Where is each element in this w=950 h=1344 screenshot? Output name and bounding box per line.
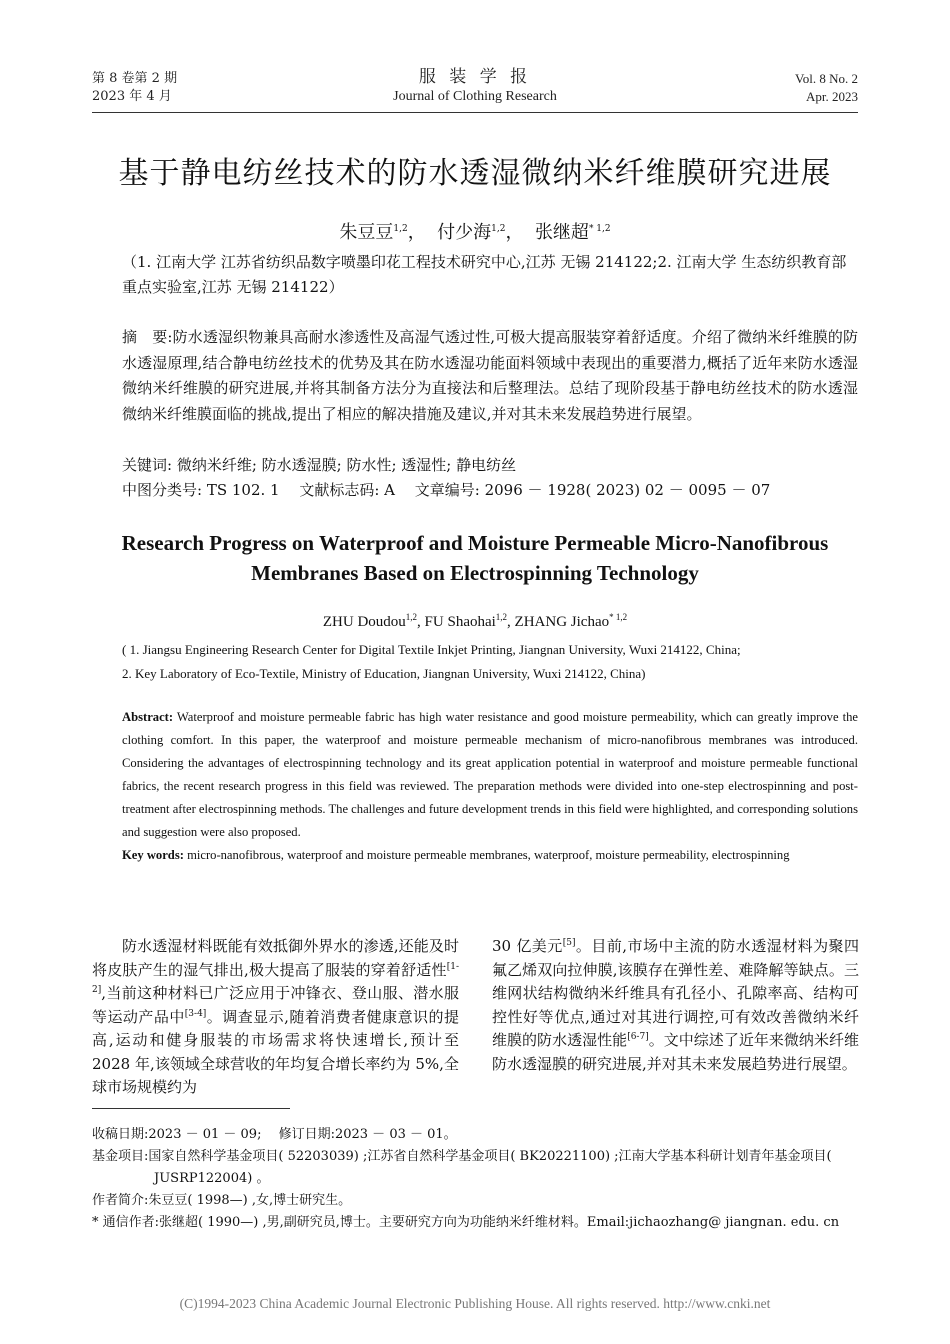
body-text: ,当前这种材料已广泛应用于冲锋衣、登山服、潜水服等运动产品中	[92, 984, 459, 1026]
title-en	[60, 528, 890, 588]
volume-en: Vol. 8 No. 2	[795, 71, 858, 86]
author-superscript: 1,2	[405, 612, 418, 622]
body-text: 防水透湿材料既能有效抵御外界水的渗透,还能及时将皮肤产生的湿气排出,极大提高了服装的穿着舒适性	[92, 937, 459, 979]
title-en-line1: Research Progress on Waterproof and Moisture Permeable Micro-Nanofibrous	[121, 531, 829, 555]
author-separator: ，	[407, 222, 426, 243]
author-name: , FU Shaohai	[417, 614, 496, 630]
keywords-text-en: micro-nanofibrous, waterproof and moisture permeable membranes, waterproof, moisture permeability, electrospinning	[183, 848, 790, 862]
footnote-fund: 基金项目:国家自然科学基金项目( 52203039) ;江苏省自然科学基金项目( BK20221100) ;江南大学基本科研计划青年基金项目( JUSRP122004) 。	[92, 1149, 832, 1186]
affiliation-en	[122, 638, 858, 686]
author-name: 朱豆豆	[339, 222, 394, 243]
keywords-en	[122, 844, 858, 867]
volume-cn: 第 8 卷第 2 期	[92, 71, 178, 86]
affiliation-en-line2: 2. Key Laboratory of Eco-Textile, Ministry of Education, Jiangnan University, Wuxi 214122, China)	[122, 666, 646, 681]
footnote-dates: 收稿日期:2023 － 01 － 09; 修订日期:2023 － 03 － 01。	[92, 1127, 457, 1142]
classification-line: 中图分类号: TS 102. 1 文献标志码: A 文章编号: 2096 － 1928( 2023) 02 － 0095 － 07	[122, 481, 771, 499]
author-superscript: * 1,2	[588, 224, 611, 234]
title-cn: 基于静电纺丝技术的防水透湿微纳米纤维膜研究进展	[118, 156, 832, 191]
abstract-text-en: Waterproof and moisture permeable fabric has high water resistance and good moisture permeability, which can greatly improve the clothing comfort. In this paper, the waterproof and moisture permeable mechanism of micro-nanofibrous membranes was introduced. Considering the advantages of electrospinning technology and its great application potential in waterproof and moisture permeable functional fabrics, the recent research progress in this field was reviewed. The preparation methods were divided into one-step electrospinning and post-treatment after electrospinning methods. The challenges and future development trends in this field were highlighted, and corresponding solutions and suggestion were also proposed.	[122, 710, 858, 839]
abstract-label-en: Abstract:	[122, 710, 174, 724]
title-en-line2: Membranes Based on Electrospinning Technology	[251, 561, 699, 585]
citation-ref[interactable]: [3-4]	[184, 1008, 207, 1019]
body-text: 。文中综述了近年来微纳米纤维防水透湿膜的研究进展,并对其未来发展趋势进行展望。	[492, 1031, 859, 1073]
abstract-cn	[122, 325, 858, 427]
authors-en	[60, 614, 890, 631]
keywords-label-en: Key words:	[122, 848, 184, 862]
authors-cn	[40, 218, 910, 244]
body-column-left	[92, 935, 459, 1100]
abstract-en	[122, 706, 858, 844]
footnote-author: 作者简介:朱豆豆( 1998—) ,女,博士研究生。	[92, 1193, 352, 1208]
author-name: 张继超	[534, 222, 589, 243]
header-right	[795, 70, 858, 106]
citation-ref[interactable]: [5]	[562, 938, 576, 948]
author-name: 付少海	[437, 222, 492, 243]
affiliation-en-line1: ( 1. Jiangsu Engineering Research Center for Digital Textile Inkjet Printing, Jiangnan University, Wuxi 214122, China;	[122, 642, 741, 657]
header-rule	[92, 112, 858, 113]
journal-name-cn: 服 装 学 报	[418, 67, 532, 87]
citation-ref[interactable]: [1-2]	[92, 961, 459, 995]
body-text: 。目前,市场中主流的防水透湿材料为聚四氟乙烯双向拉伸膜,该膜存在弹性差、难降解等缺点。三维网状结构微纳米纤维具有孔径小、孔隙率高、结构可控性好等优点,通过对其进行调控,可有效改善微纳米纤维膜的防水透湿性能	[492, 937, 859, 1049]
header-left	[92, 70, 177, 106]
header-center	[300, 66, 650, 106]
footnote-rule	[92, 1108, 290, 1109]
author-name: ZHU Doudou	[322, 614, 406, 630]
abstract-text-cn: 防水透湿织物兼具高耐水渗透性及高湿气透过性,可极大提高服装穿着舒适度。介绍了微纳米纤维膜的防水透湿原理,结合静电纺丝技术的优势及其在防水透湿功能面料领域中表现出的重要潜力,概括了近年来防水透湿微纳米纤维膜的研究进展,并将其制备方法分为直接法和后整理法。总结了现阶段基于静电纺丝技术的防水透湿微纳米纤维膜面临的挑战,提出了相应的解决措施及建议,并对其未来发展趋势进行展望。	[122, 328, 858, 423]
date-cn: 2023 年 4 月	[92, 89, 172, 104]
keywords-label-cn: 关键词:	[122, 456, 173, 474]
keywords-cn	[122, 453, 858, 478]
abstract-label-cn: 摘 要:	[122, 328, 173, 346]
affiliation-cn: （1. 江南大学 江苏省纺织品数字喷墨印花工程技术研究中心,江苏 无锡 214122;2. 江南大学 生态纺织教育部重点实验室,江苏 无锡 214122）	[122, 253, 847, 296]
copyright-footer: (C)1994-2023 China Academic Journal Electronic Publishing House. All rights reserved. http://www.cnki.net	[179, 1296, 771, 1311]
citation-ref[interactable]: [6-7]	[627, 1032, 649, 1042]
body-column-right	[492, 935, 859, 1076]
body-text: 30 亿美元	[492, 937, 563, 955]
footnote-corresponding: * 通信作者:张继超( 1990—) ,男,副研究员,博士。主要研究方向为功能纳米纤维材料。Email:jichaozhang@ jiangnan. edu. cn	[92, 1215, 840, 1230]
author-superscript: 1,2	[491, 224, 506, 234]
author-name: , ZHANG Jichao	[507, 614, 610, 630]
author-superscript: * 1,2	[609, 612, 628, 622]
author-superscript: 1,2	[495, 612, 508, 622]
date-en: Apr. 2023	[806, 89, 858, 104]
author-superscript: 1,2	[393, 224, 408, 234]
author-separator: ，	[505, 222, 524, 243]
body-text: 。调查显示,随着消费者健康意识的提高,运动和健身服装的市场需求将快速增长,预计至 2028 年,该领域全球营收的年均复合增长率约为 5%,全球市场规模约为	[92, 1007, 459, 1096]
journal-name-en: Journal of Clothing Research	[393, 89, 557, 104]
keywords-text-cn: 微纳米纤维; 防水透湿膜; 防水性; 透湿性; 静电纺丝	[176, 456, 517, 474]
